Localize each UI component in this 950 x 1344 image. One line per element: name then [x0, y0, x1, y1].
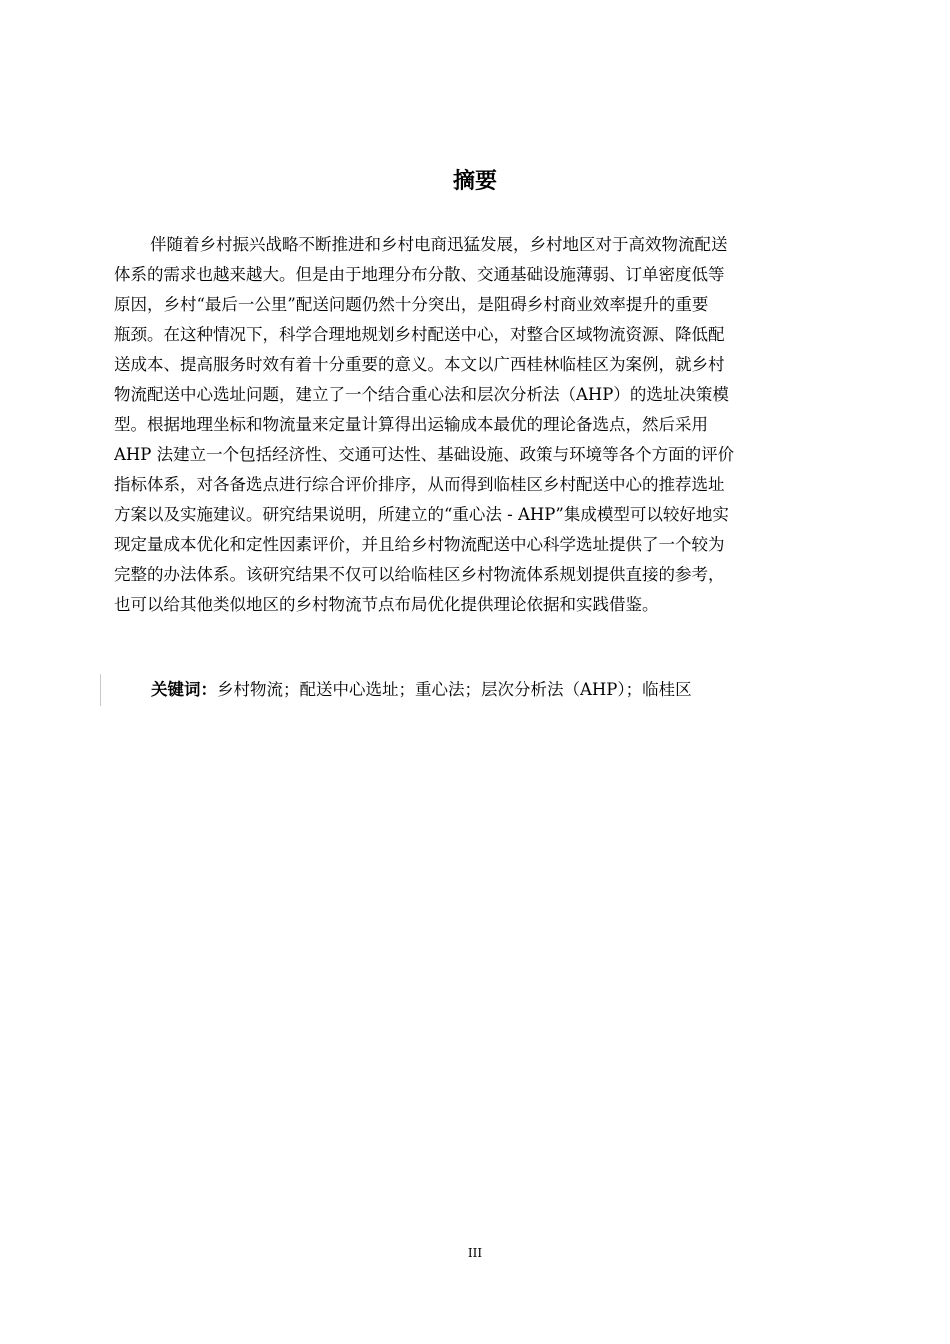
- abstract-line: 伴随着乡村振兴战略不断推进和乡村电商迅猛发展，乡村地区对于高效物流配送: [150, 235, 728, 254]
- keywords-section: [100, 674, 837, 706]
- abstract-line: 原因，乡村“最后一公里”配送问题仍然十分突出，是阻碍乡村商业效率提升的重要: [114, 295, 709, 314]
- abstract-line: 也可以给其他类似地区的乡村物流节点布局优化提供理论依据和实践借鉴。: [114, 595, 659, 614]
- abstract-line: 型。根据地理坐标和物流量来定量计算得出运输成本最优的理论备选点，然后采用: [114, 415, 708, 434]
- abstract-line: 体系的需求也越来越大。但是由于地理分布分散、交通基础设施薄弱、订单密度低等: [114, 265, 725, 284]
- abstract-line: 物流配送中心选址问题，建立了一个结合重心法和层次分析法（AHP）的选址决策模: [114, 385, 729, 404]
- abstract-line: 完整的办法体系。该研究结果不仅可以给临桂区乡村物流体系规划提供直接的参考，: [114, 565, 725, 584]
- abstract-line: 瓶颈。在这种情况下，科学合理地规划乡村配送中心，对整合区域物流资源、降低配: [114, 325, 725, 344]
- abstract-line: 方案以及实施建议。研究结果说明，所建立的“重心法 - AHP”集成模型可以较好地实: [114, 505, 729, 524]
- abstract-title: 摘要: [452, 169, 497, 194]
- page-number: III: [467, 1246, 483, 1260]
- abstract-line: 指标体系，对各备选点进行综合评价排序，从而得到临桂区乡村配送中心的推荐选址: [114, 475, 725, 494]
- abstract-line: 现定量成本优化和定性因素评价，并且给乡村物流配送中心科学选址提供了一个较为: [114, 535, 725, 554]
- abstract-paragraph: [114, 230, 836, 620]
- abstract-line: 送成本、提高服务时效有着十分重要的意义。本文以广西桂林临桂区为案例，就乡村: [114, 355, 725, 374]
- keywords-label: 关键词：: [151, 680, 217, 699]
- keywords-line: [151, 677, 692, 703]
- keywords-text: 乡村物流；配送中心选址；重心法；层次分析法（AHP）；临桂区: [217, 680, 692, 699]
- abstract-line: AHP 法建立一个包括经济性、交通可达性、基础设施、政策与环境等各个方面的评价: [114, 445, 735, 464]
